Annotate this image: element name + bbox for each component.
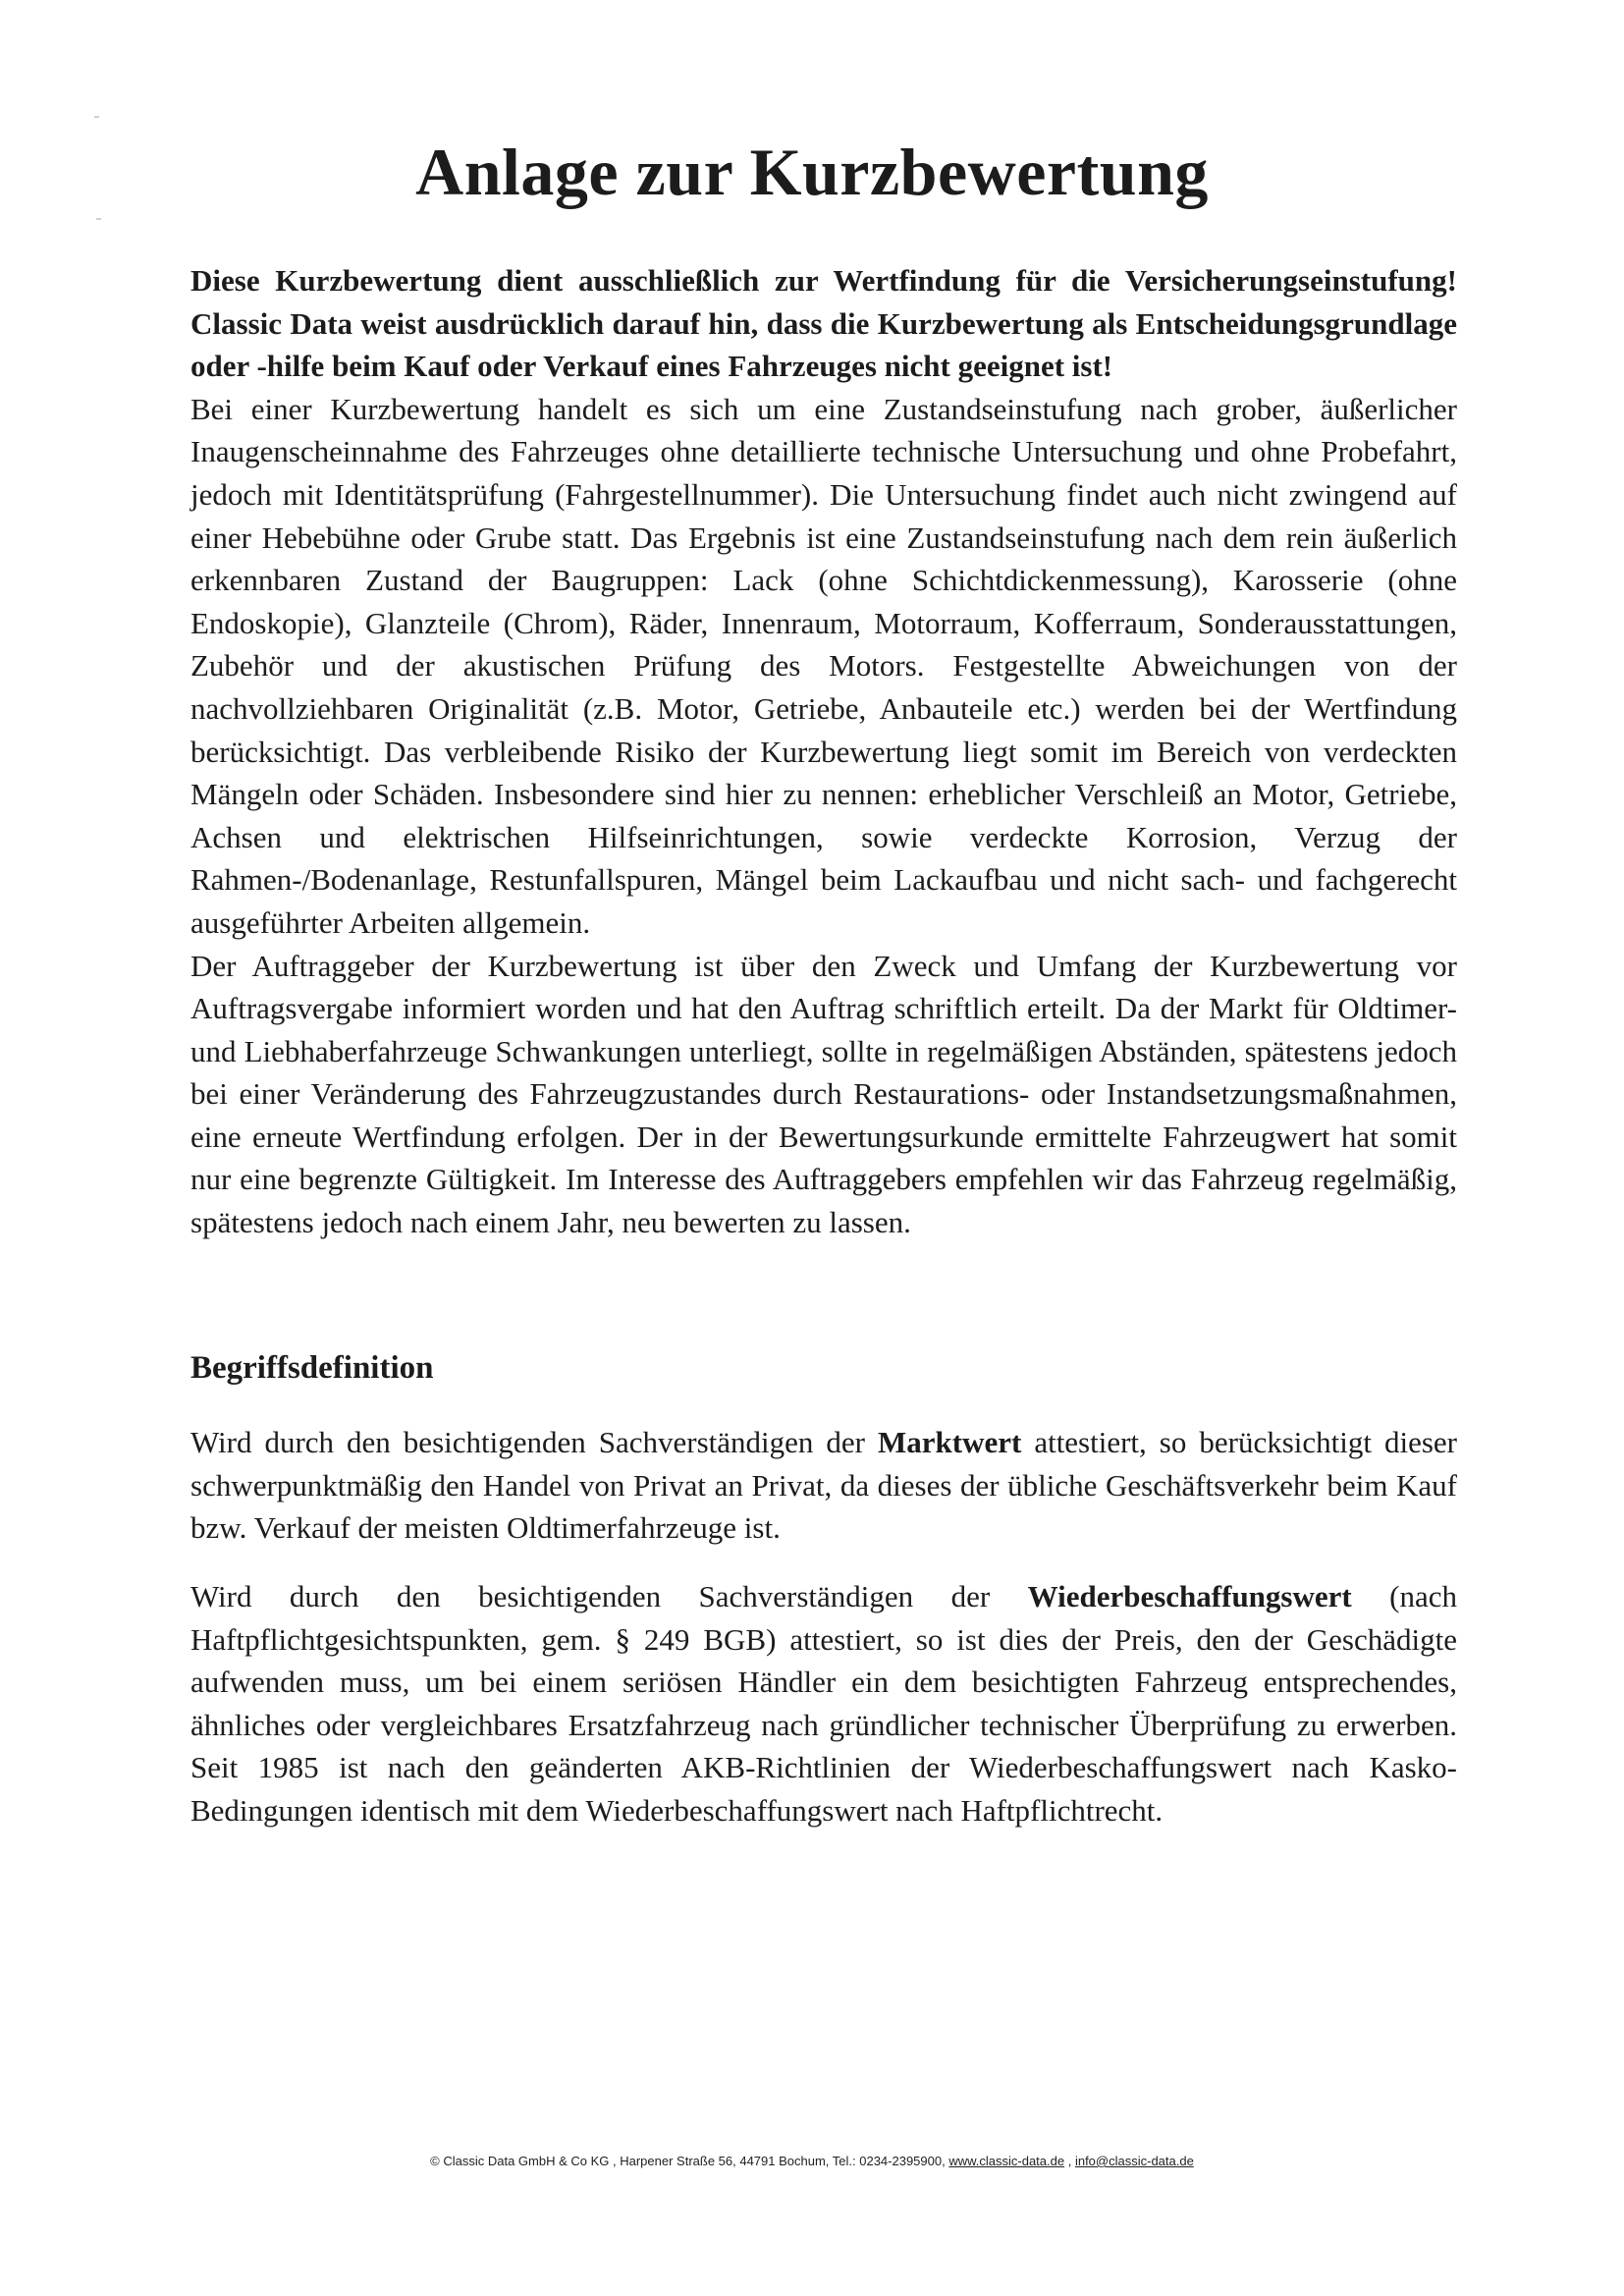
definition-text: attestiert, so berücksichtigt dieser schwerpunktmäßig den Handel von Privat an Privat, da dieses der übliche Geschäftsverkehr beim Kauf bzw. Verkauf der meisten Oldtimerfahrzeuge ist. bbox=[190, 1425, 1458, 1546]
definition-term: Wiederbeschaffungswert bbox=[1027, 1579, 1352, 1614]
page-title: Anlage zur Kurzbewertung bbox=[415, 135, 1209, 209]
definition-text: Wird durch den besichtigenden Sachverständigen der bbox=[190, 1579, 1028, 1614]
definition-text: (nach Haftpflichtgesichtspunkten, gem. § 249 BGB) attestiert, so ist dies der Preis, den der Geschädigte aufwenden muss, um bei einem seriösen Händler ein dem besichtigten Fahrzeug entsprechendes, ähnliches oder vergleichbares Ersatzfahrzeug nach gründlicher technischer Überprüfung zu erwerben. Seit 1985 ist nach den geänderten AKB-Richtlinien der Wiederbeschaffungswert nach Kasko-Bedingungen identisch mit dem Wiederbeschaffungswert nach Haftpflichtrecht. bbox=[190, 1579, 1458, 1828]
footer-separator: , bbox=[1064, 2154, 1075, 2168]
footer-company: © Classic Data GmbH & Co KG , Harpener Straße 56, 44791 Bochum, Tel.: 0234-2395900, bbox=[430, 2154, 949, 2168]
section-heading-definitions: Begriffsdefinition bbox=[190, 1349, 434, 1386]
definition-wiederbeschaffungswert bbox=[190, 1575, 1457, 1832]
scan-mark bbox=[96, 218, 101, 220]
intro-disclaimer: Diese Kurzbewertung dient ausschließlich zur Wertfindung für die Versicherungseinstufung! Classic Data weist ausdrücklich darauf hin, dass die Kurzbewertung als Entscheidungsgrundlage oder -hilfe beim Kauf oder Verkauf eines Fahrzeuges nicht geeignet ist! bbox=[190, 263, 1457, 384]
footer-website-link[interactable]: www.classic-data.de bbox=[948, 2154, 1065, 2168]
definition-marktwert bbox=[190, 1421, 1457, 1550]
page-footer bbox=[0, 2154, 1624, 2168]
definition-text: Wird durch den besichtigenden Sachverständigen der bbox=[190, 1425, 878, 1460]
footer-email-link[interactable]: info@classic-data.de bbox=[1074, 2154, 1194, 2168]
scan-mark bbox=[94, 116, 99, 118]
document-body bbox=[190, 259, 1457, 1858]
intro-paragraph-2: Der Auftraggeber der Kurzbewertung ist über den Zweck und Umfang der Kurzbewertung vor Auftragsvergabe informiert worden und hat den Auftrag schriftlich erteilt. Da der Markt für Oldtimer- und Liebhaberfahrzeuge Schwankungen unterliegt, sollte in regelmäßigen Abständen, spätestens jedoch bei einer Veränderung des Fahrzeugzustandes durch Restaurations- oder Instandsetzungsmaßnahmen, eine erneute Wertfindung erfolgen. Der in der Bewertungsurkunde ermittelte Fahrzeugwert hat somit nur eine begrenzte Gültigkeit. Im Interesse des Auftraggebers empfehlen wir das Fahrzeug regelmäßig, spätestens jedoch nach einem Jahr, neu bewerten zu lassen. bbox=[190, 948, 1457, 1240]
intro-paragraph-1: Bei einer Kurzbewertung handelt es sich um eine Zustandseinstufung nach grober, äußerlicher Inaugenscheinnahme des Fahrzeuges ohne detaillierte technische Untersuchung und ohne Probefahrt, jedoch mit Identitätsprüfung (Fahrgestellnummer). Die Untersuchung findet auch nicht zwingend auf einer Hebebühne oder Grube statt. Das Ergebnis ist eine Zustandseinstufung nach dem rein äußerlich erkennbaren Zustand der Baugruppen: Lack (ohne Schichtdickenmessung), Karosserie (ohne Endoskopie), Glanzteile (Chrom), Räder, Innenraum, Motorraum, Kofferraum, Sonderausstattungen, Zubehör und der akustischen Prüfung des Motors. Festgestellte Abweichungen von der nachvollziehbaren Originalität (z.B. Motor, Getriebe, Anbauteile etc.) werden bei der Wertfindung berücksichtigt. Das verbleibende Risiko der Kurzbewertung liegt somit im Bereich von verdeckten Mängeln oder Schäden. Insbesondere sind hier zu nennen: erheblicher Verschleiß an Motor, Getriebe, Achsen und elektrischen Hilfseinrichtungen, sowie verdeckte Korrosion, Verzug der Rahmen-/Bodenanlage, Restunfallspuren, Mängel beim Lackaufbau und nicht sach- und fachgerecht ausgeführter Arbeiten allgemein. bbox=[190, 391, 1457, 940]
definition-term: Marktwert bbox=[878, 1425, 1022, 1460]
